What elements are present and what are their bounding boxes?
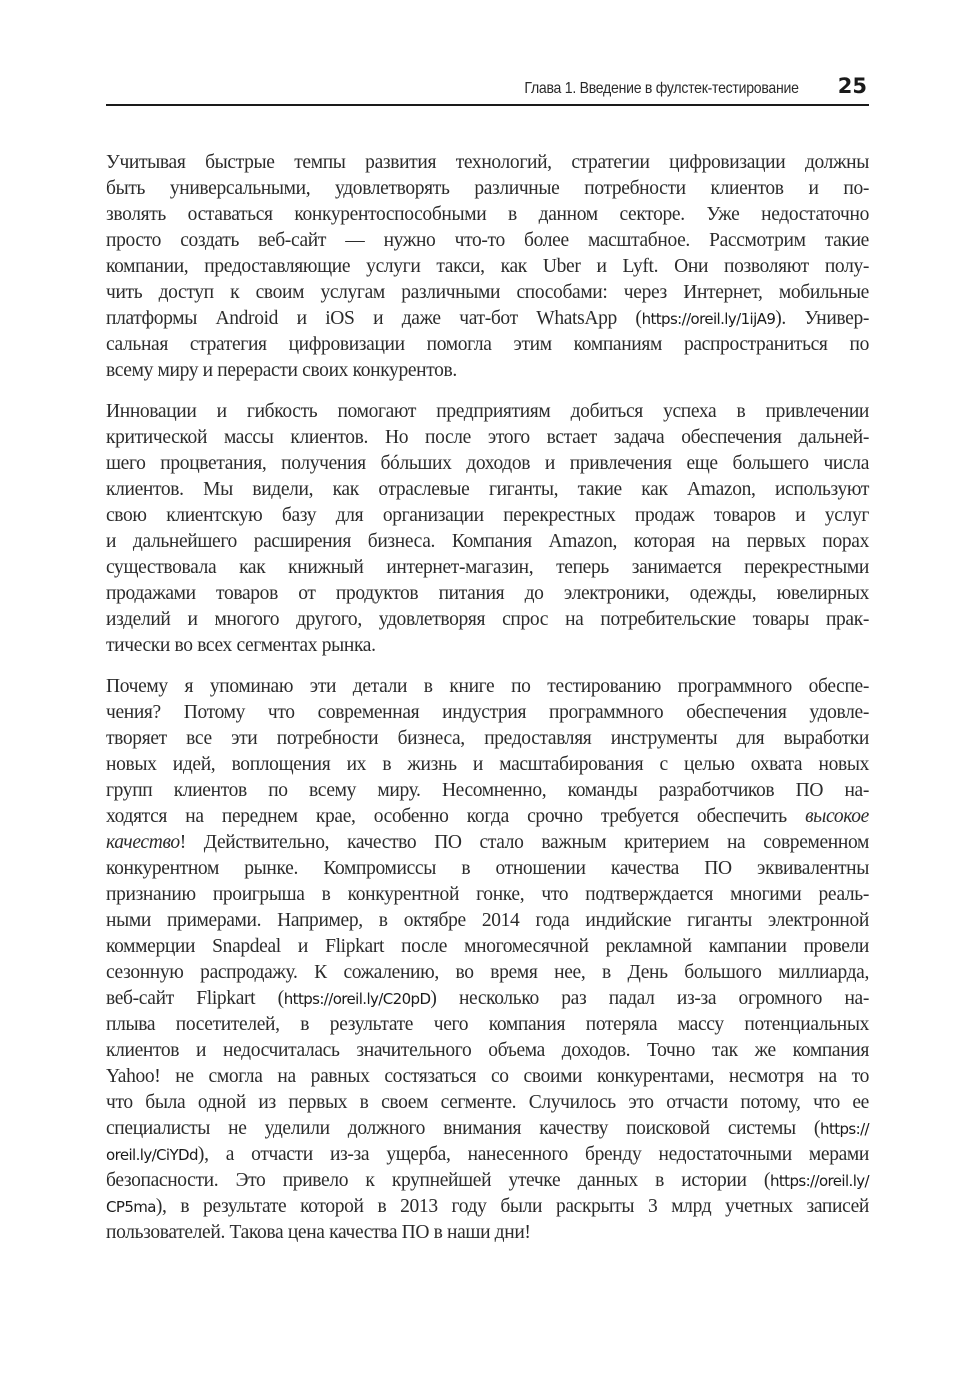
- text-line: коммерции Snapdeal и Flipkart после многомесячной рекламной кампании провели: [106, 936, 869, 957]
- text-line: [106, 804, 869, 830]
- text-line: клиентов. Мы видели, как отраслевые гиганты, такие как Amazon, используют: [106, 479, 869, 500]
- text-segment: ! Действительно, качество ПО стало важным критерием на современном: [179, 832, 869, 853]
- text-segment: ходятся на переднем крае, особенно когда срочно требуется обеспечить: [106, 806, 806, 827]
- text-line: Инновации и гибкость помогают предприятиям добиться успеха в привлечении: [106, 401, 869, 422]
- text-line: творяет все эти потребности бизнеса, предоставляя инструменты для выработки: [106, 728, 869, 749]
- paragraph-3: [106, 674, 869, 1246]
- text-segment: безопасности. Это привело к крупнейшей утечке данных в истории (: [106, 1170, 770, 1191]
- text-segment: ) несколько раз падал из-за огромного на-: [430, 988, 869, 1009]
- text-line: зволять оставаться конкурентоспособными в данном секторе. Уже недостаточно: [106, 204, 869, 225]
- text-line: просто создать веб-сайт — нужно что-то более масштабное. Рассмотрим такие: [106, 230, 869, 251]
- text-segment: платформы Android и iOS и даже чат-бот WhatsApp (: [106, 308, 642, 329]
- text-line: пользователей. Такова цена качества ПО в наши дни!: [106, 1222, 531, 1243]
- text-line: Yahoo! не смогла на равных состязаться со своими конкурентами, несмотря на то: [106, 1066, 869, 1087]
- text-line: ными примерами. Например, в октябре 2014 года индийские гиганты электронной: [106, 910, 869, 931]
- text-line: сальная стратегия цифровизации помогла этим компаниям распространиться по: [106, 334, 869, 355]
- text-line: конкурентном рынке. Компромиссы в отношении качества ПО эквивалентны: [106, 858, 869, 879]
- link-yahoo-search-part2[interactable]: oreil.ly/CiYDd: [106, 1146, 198, 1164]
- text-line: всему миру и перерасти своих конкурентов.: [106, 360, 457, 381]
- text-line: клиентов и недосчиталась значительного объема доходов. Точно так же компания: [106, 1040, 869, 1061]
- text-line: чить доступ к своим услугам различными способами: через Интернет, мобильные: [106, 282, 869, 303]
- emphasis-text: высокое: [805, 806, 869, 827]
- text-line: [106, 1194, 869, 1220]
- text-line: [106, 306, 869, 332]
- body-text: [106, 150, 869, 1261]
- page-number: 25: [837, 74, 867, 98]
- text-segment: специалисты не уделили должного внимания качеству поисковой системы (: [106, 1118, 821, 1139]
- text-line: [106, 1116, 869, 1142]
- page-header: [106, 72, 869, 106]
- link-data-breach-part1[interactable]: https://oreil.ly/: [769, 1172, 869, 1190]
- paragraph-1: [106, 150, 869, 384]
- text-segment: ), в результате которой в 2013 году были раскрыты 3 млрд учетных записей: [155, 1196, 869, 1217]
- text-line: продажами товаров от продуктов питания до электроники, одежды, ювелирных: [106, 583, 869, 604]
- text-line: [106, 1168, 869, 1194]
- link-whatsapp[interactable]: https://oreil.ly/1ijA9: [641, 310, 776, 328]
- paragraph-2: [106, 399, 869, 659]
- text-segment: ), а отчасти из-за ущерба, нанесенного бренду недостаточными мерами: [197, 1144, 869, 1165]
- text-line: свою клиентскую базу для организации перекрестных продаж товаров и услуг: [106, 505, 869, 526]
- link-data-breach-part2[interactable]: CP5ma: [106, 1198, 156, 1216]
- text-line: критической массы клиентов. Но после этого встает задача обеспечения дальней-: [106, 427, 869, 448]
- text-line: плыва посетителей, в результате чего компания потеряла массу потенциальных: [106, 1014, 869, 1035]
- text-line: сезонную распродажу. К сожалению, во время нее, в День большого миллиарда,: [106, 962, 869, 983]
- text-line: Учитывая быстрые темпы развития технологий, стратегии цифровизации должны: [106, 152, 869, 173]
- running-title: Глава 1. Введение в фулстек-тестирование: [524, 80, 799, 97]
- text-line: Почему я упоминаю эти детали в книге по тестированию программного обеспе-: [106, 676, 869, 697]
- text-line: [106, 986, 869, 1012]
- text-line: быть универсальными, удовлетворять различные потребности клиентов и по-: [106, 178, 869, 199]
- text-line: и дальнейшего расширения бизнеса. Компания Amazon, которая на первых порах: [106, 531, 869, 552]
- text-line: шего процветания, получения бóльших доходов и привлечения еще большего числа: [106, 453, 869, 474]
- text-line: [106, 1142, 869, 1168]
- text-line: групп клиентов по всему миру. Несомненно, команды разработчиков ПО на-: [106, 780, 869, 801]
- text-segment: веб-сайт Flipkart (: [106, 988, 284, 1009]
- text-line: [106, 830, 869, 856]
- text-line: тически во всех сегментах рынка.: [106, 635, 376, 656]
- text-line: изделий и многого другого, удовлетворяя спрос на потребительские товары прак-: [106, 609, 869, 630]
- text-line: признанию проигрыша в конкурентной гонке, что подтверждается многими реаль-: [106, 884, 869, 905]
- link-yahoo-search-part1[interactable]: https://: [820, 1120, 869, 1138]
- text-line: новых идей, воплощения их в жизнь и масштабирования с целью охвата новых: [106, 754, 869, 775]
- text-line: чения? Потому что современная индустрия программного обеспечения удовле-: [106, 702, 869, 723]
- emphasis-text: качество: [106, 832, 180, 853]
- link-flipkart[interactable]: https://oreil.ly/C20pD: [283, 990, 431, 1008]
- text-segment: ). Универ-: [775, 308, 869, 329]
- text-line: существовала как книжный интернет-магазин, теперь занимается перекрестными: [106, 557, 869, 578]
- text-line: компании, предоставляющие услуги такси, как Uber и Lyft. Они позволяют полу-: [106, 256, 869, 277]
- text-line: что была одной из первых в своем сегменте. Случилось это отчасти потому, что ее: [106, 1092, 869, 1113]
